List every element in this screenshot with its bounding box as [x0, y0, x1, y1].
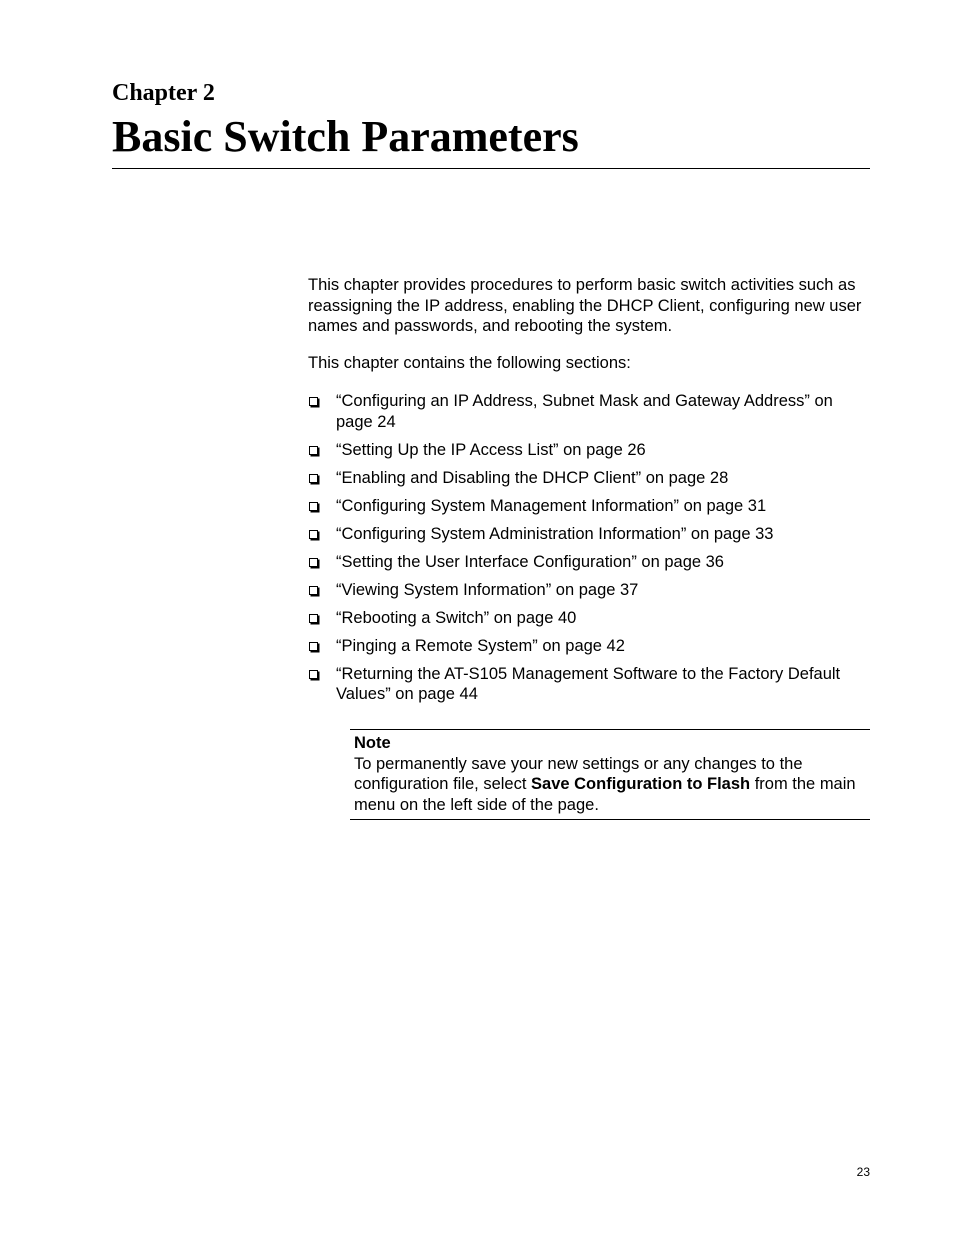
checkbox-bullet-icon	[309, 642, 318, 651]
section-link[interactable]: “Returning the AT-S105 Management Software to the Factory Default Values” on page 44	[336, 664, 841, 703]
checkbox-bullet-icon	[309, 530, 318, 539]
section-list-item[interactable]	[308, 664, 874, 705]
section-link[interactable]: “Configuring an IP Address, Subnet Mask and Gateway Address” on page 24	[336, 392, 833, 431]
note-text-start: To permanently save your new settings or any changes to the configuration file, select	[354, 754, 803, 793]
section-link[interactable]: “Configuring System Administration Information” on page 33	[336, 524, 774, 543]
section-list-item[interactable]	[308, 391, 874, 432]
checkbox-bullet-icon	[309, 670, 318, 679]
checkbox-bullet-icon	[309, 502, 318, 511]
section-list-item[interactable]	[308, 496, 874, 517]
section-list-item[interactable]	[308, 636, 874, 657]
checkbox-bullet-icon	[309, 446, 318, 455]
section-list-item[interactable]	[308, 468, 874, 489]
section-list-item[interactable]	[308, 524, 874, 545]
checkbox-bullet-icon	[309, 614, 318, 623]
note-box	[350, 729, 870, 820]
chapter-title: Basic Switch Parameters	[112, 112, 579, 161]
checkbox-bullet-icon	[309, 558, 318, 567]
section-list-item[interactable]	[308, 608, 874, 629]
note-menu-option: Save Configuration to Flash	[531, 775, 751, 793]
checkbox-bullet-icon	[309, 474, 318, 483]
note-text-end: from the main menu on the left side of the page.	[354, 775, 856, 814]
section-link[interactable]: “Setting the User Interface Configuration” on page 36	[336, 552, 724, 571]
note-heading: Note	[354, 734, 391, 752]
page-number: 23	[856, 1165, 870, 1179]
note-text	[354, 754, 866, 816]
section-link[interactable]: “Rebooting a Switch” on page 40	[336, 608, 577, 627]
section-list-item[interactable]	[308, 552, 874, 573]
sections-intro-paragraph: This chapter contains the following sections:	[308, 354, 631, 372]
section-link[interactable]: “Enabling and Disabling the DHCP Client” on page 28	[336, 468, 729, 487]
section-link[interactable]: “Configuring System Management Information” on page 31	[336, 496, 767, 515]
section-link[interactable]: “Setting Up the IP Access List” on page 26	[336, 440, 646, 459]
section-link[interactable]: “Pinging a Remote System” on page 42	[336, 636, 625, 655]
title-divider	[112, 168, 870, 169]
chapter-label: Chapter 2	[112, 80, 215, 106]
section-list-item[interactable]	[308, 580, 874, 601]
intro-paragraph: This chapter provides procedures to perform basic switch activities such as reassigning the IP address, enabling the DHCP Client, configuring new user names and passwords, and rebooting the system.	[308, 276, 862, 335]
checkbox-bullet-icon	[309, 397, 318, 406]
section-link[interactable]: “Viewing System Information” on page 37	[336, 580, 639, 599]
checkbox-bullet-icon	[309, 586, 318, 595]
section-list	[308, 391, 874, 712]
section-list-item[interactable]	[308, 440, 874, 461]
